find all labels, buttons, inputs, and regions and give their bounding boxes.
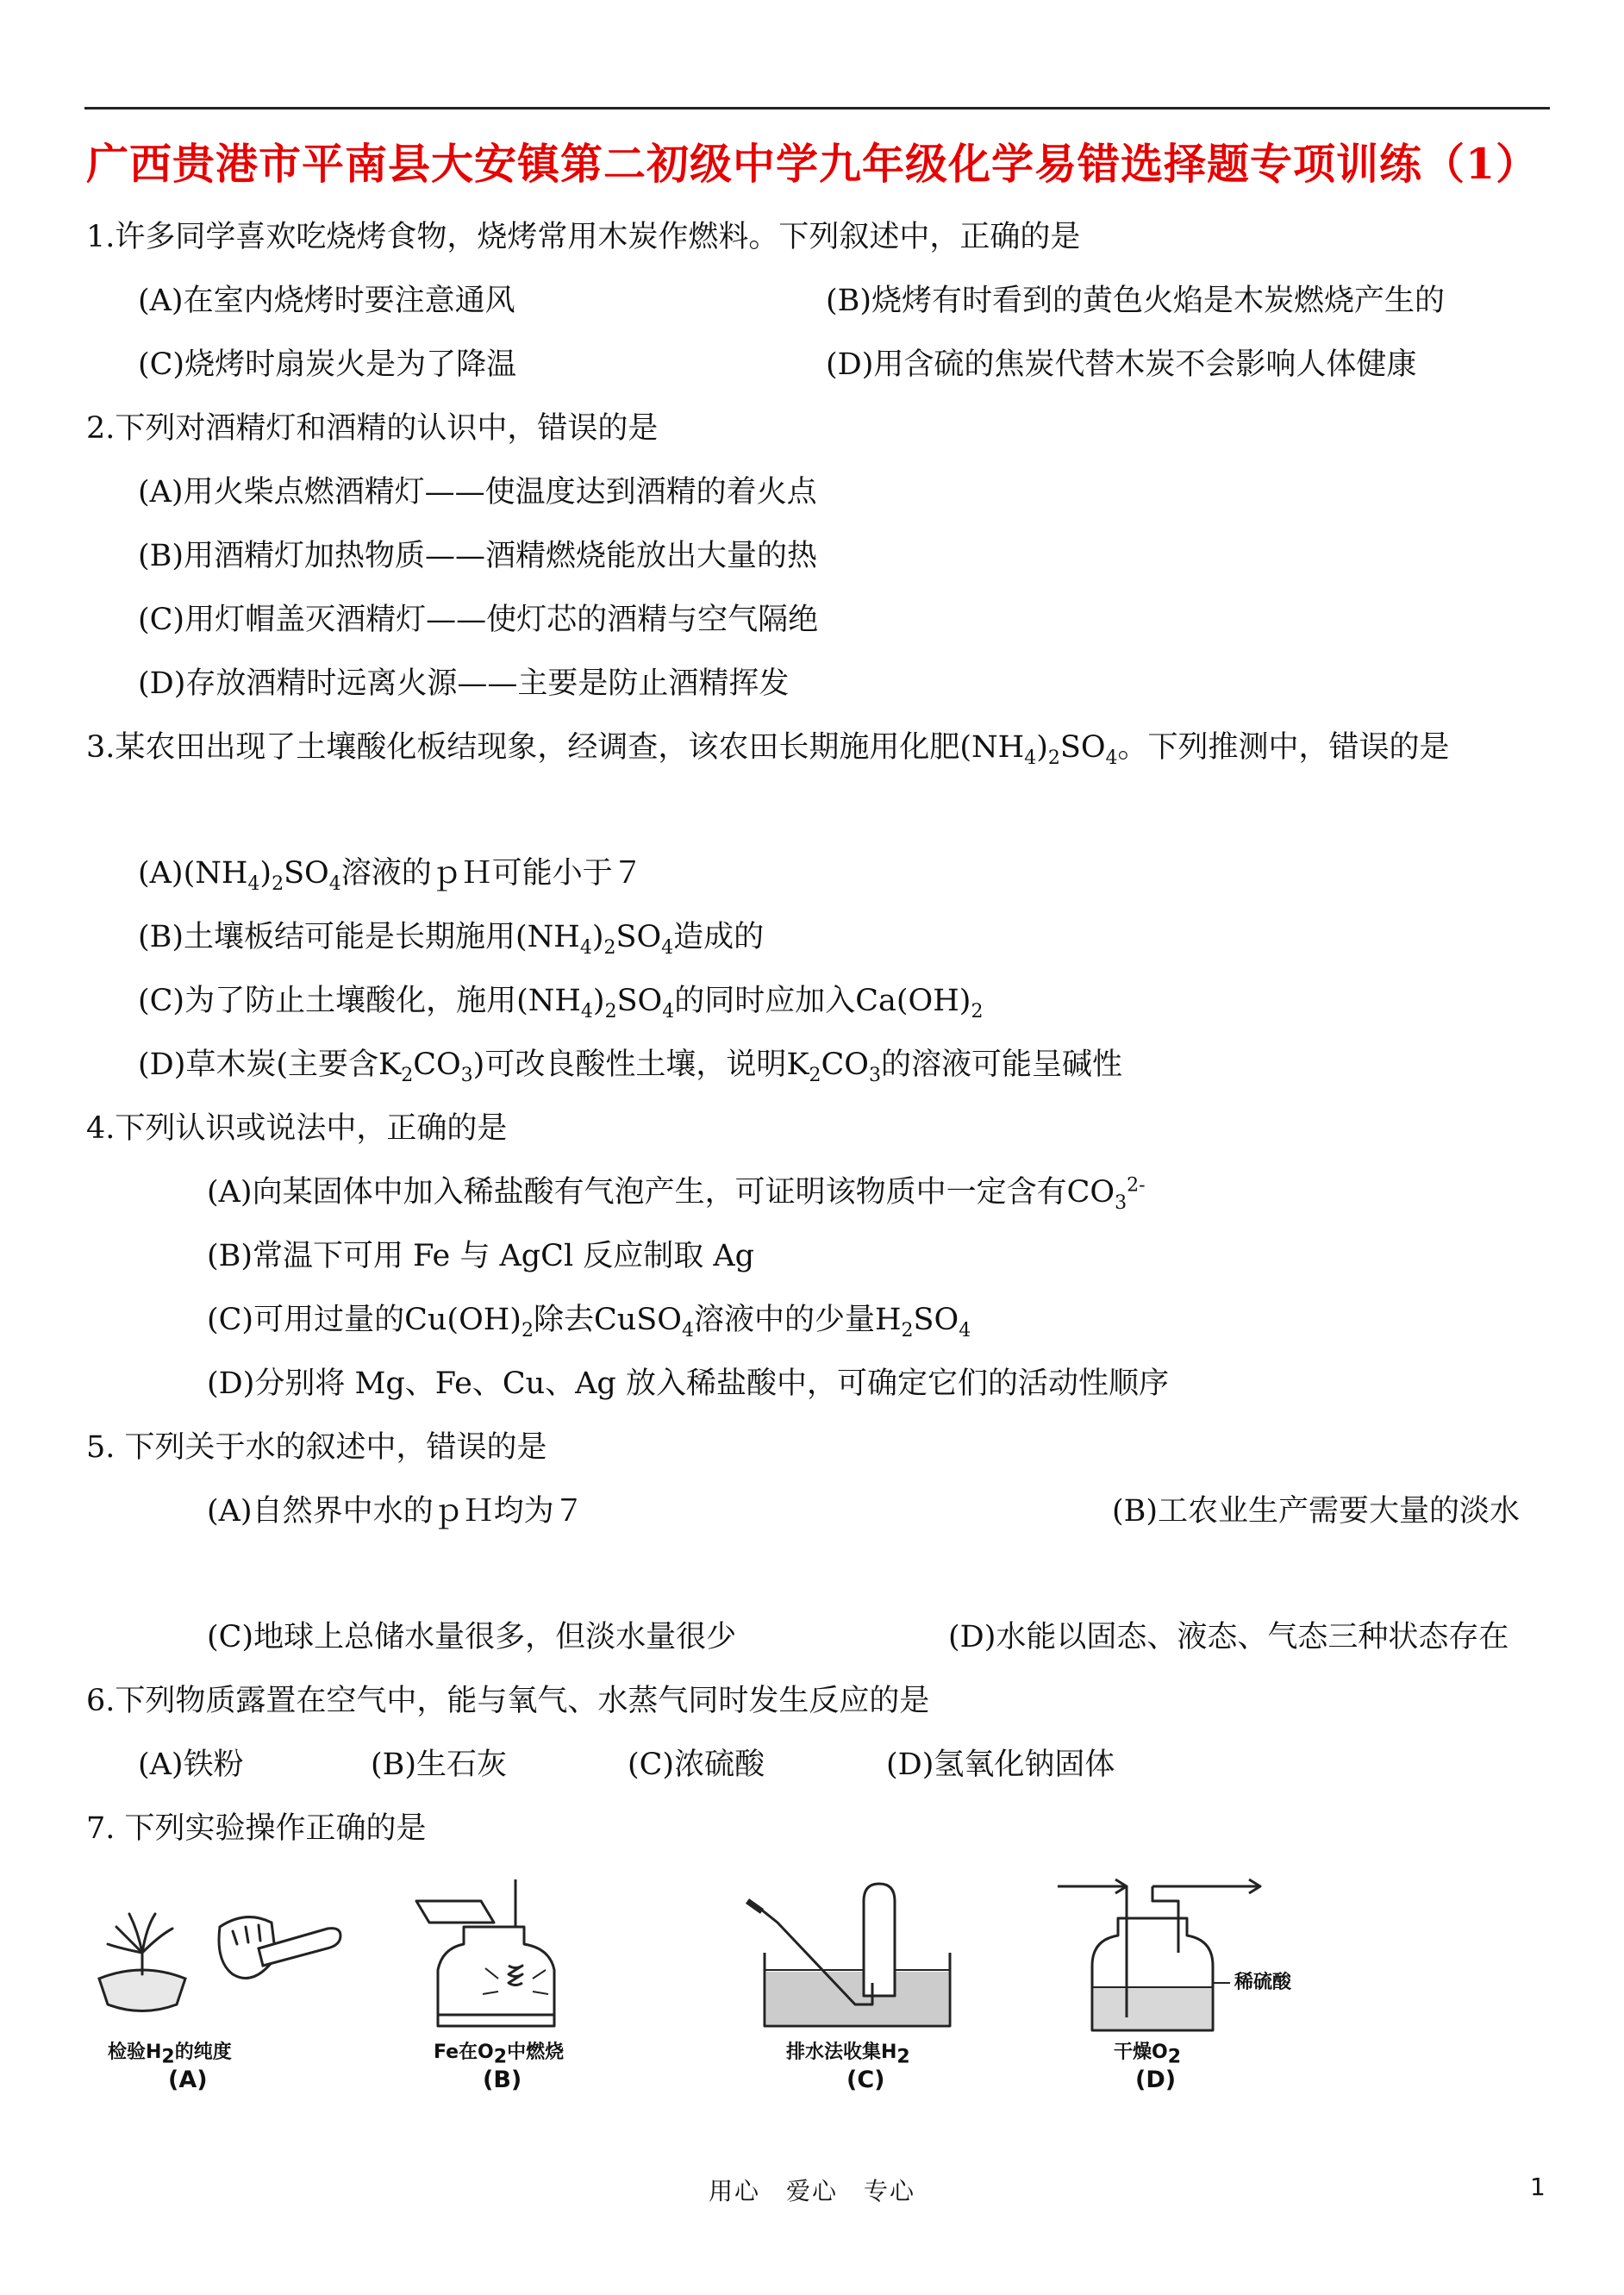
question-5-option-b: (B)工农业生产需要大量的淡水 <box>1112 1494 1521 1529</box>
question-2-option-b: (B)用酒精灯加热物质——酒精燃烧能放出大量的热 <box>138 539 818 573</box>
question-6-option-b: (B)生石灰 <box>371 1748 508 1782</box>
question-1-option-a: (A)在室内烧烤时要注意通风 <box>138 284 515 318</box>
question-6-option-c: (C)浓硫酸 <box>628 1748 765 1782</box>
question-1-option-b: (B)烧烤有时看到的黄色火焰是木炭燃烧产生的 <box>826 284 1446 318</box>
question-1-option-d: (D)用含硫的焦炭代替木炭不会影响人体健康 <box>826 347 1417 382</box>
question-5-option-a: (A)自然界中水的ｐＨ均为７ <box>207 1494 584 1529</box>
question-2-option-d: (D)存放酒精时远离火源——主要是防止酒精挥发 <box>138 666 790 701</box>
question-2-option-c: (C)用灯帽盖灭酒精灯——使灯芯的酒精与空气隔绝 <box>138 603 819 637</box>
question-4-option-d: (D)分别将 Mg、Fe、Cu、Ag 放入稀盐酸中，可确定它们的活动性顺序 <box>207 1366 1169 1401</box>
question-5-option-c: (C)地球上总储水量很多，但淡水量很少 <box>207 1620 737 1654</box>
question-2-stem: 2.下列对酒精灯和酒精的认识中，错误的是 <box>86 411 659 446</box>
page-footer: 用心 爱心 专心 <box>708 2177 915 2205</box>
figure-b-drawing <box>412 1875 584 2039</box>
figure-d-drying-oxygen <box>1053 1871 1303 2093</box>
question-3-stem: 3.某农田出现了土壤酸化板结现象，经调查，该农田长期施用化肥$(NH_4)_2SO_4$。下列推测中，错误的是 <box>86 730 1450 769</box>
question-3-option-d: (D)草木炭(主要含$K_2CO_3$)可改良酸性土壤，说明$K_2CO_3$的溶液可能呈碱性 <box>138 1047 1122 1086</box>
figure-b-letter: (B) <box>483 2067 522 2093</box>
figure-c-caption: 排水法收集$H_2$ <box>786 2042 910 2068</box>
question-5-stem: 5. 下列关于水的叙述中，错误的是 <box>86 1430 547 1465</box>
figure-a-caption: 检验$H_2$的纯度 <box>108 2042 232 2068</box>
figure-c-water-displacement <box>743 1875 967 2093</box>
figure-d-caption: 干燥$O_2$ <box>1114 2042 1182 2068</box>
figure-c-drawing <box>743 1875 967 2039</box>
figure-d-label: 稀硫酸 <box>1234 1972 1292 1993</box>
question-4-option-a: (A)向某固体中加入稀盐酸有气泡产生，可证明该物质中一定含有$CO_3^{2-}$ <box>207 1174 1146 1214</box>
question-6-option-d: (D)氢氧化钠固体 <box>886 1748 1115 1782</box>
question-4-stem: 4.下列认识或说法中，正确的是 <box>86 1111 508 1146</box>
question-3-option-a: $(A)(NH_4)_2SO_4$溶液的ｐＨ可能小于７ <box>138 856 643 895</box>
question-2-option-a: (A)用火柴点燃酒精灯——使温度达到酒精的着火点 <box>138 475 817 510</box>
question-5-option-d: (D)水能以固态、液态、气态三种状态存在 <box>948 1620 1509 1654</box>
figure-b-caption: Fe在$O_2$中燃烧 <box>434 2042 565 2068</box>
page-title: 广西贵港市平南县大安镇第二初级中学九年级化学易错选择题专项训练（1） <box>86 139 1540 189</box>
figure-d-drawing <box>1053 1871 1303 2039</box>
question-7-stem: 7. 下列实验操作正确的是 <box>86 1811 427 1846</box>
question-3-option-b: (B)土壤板结可能是长期施用$(NH_4)_2SO_4$造成的 <box>138 920 765 959</box>
figure-a-letter: (A) <box>168 2067 208 2093</box>
figure-d-letter: (D) <box>1135 2067 1177 2093</box>
figure-a-hydrogen-purity-test <box>91 1875 349 2093</box>
question-3-option-c: (C)为了防止土壤酸化，施用$(NH_4)_2SO_4$的同时应加入$Ca(OH)_2$ <box>138 984 984 1022</box>
header-rule <box>84 107 1550 109</box>
figure-b-iron-burning <box>412 1875 584 2093</box>
question-4-option-c: (C)可用过量的$Cu(OH)_2$除去CuSO$_4$溶液中的少量$H_2SO_4$ <box>207 1303 971 1341</box>
question-1-option-c: (C)烧烤时扇炭火是为了降温 <box>138 347 517 382</box>
question-6-option-a: (A)铁粉 <box>138 1748 244 1782</box>
page-number: 1 <box>1530 2173 1546 2201</box>
figure-c-letter: (C) <box>846 2067 885 2093</box>
question-6-stem: 6.下列物质露置在空气中，能与氧气、水蒸气同时发生反应的是 <box>86 1684 930 1718</box>
figure-a-drawing <box>91 1875 349 2039</box>
question-1-stem: 1.许多同学喜欢吃烧烤食物，烧烤常用木炭作燃料。下列叙述中，正确的是 <box>86 220 1081 254</box>
question-4-option-b: (B)常温下可用 Fe 与 AgCl 反应制取 Ag <box>207 1239 755 1273</box>
